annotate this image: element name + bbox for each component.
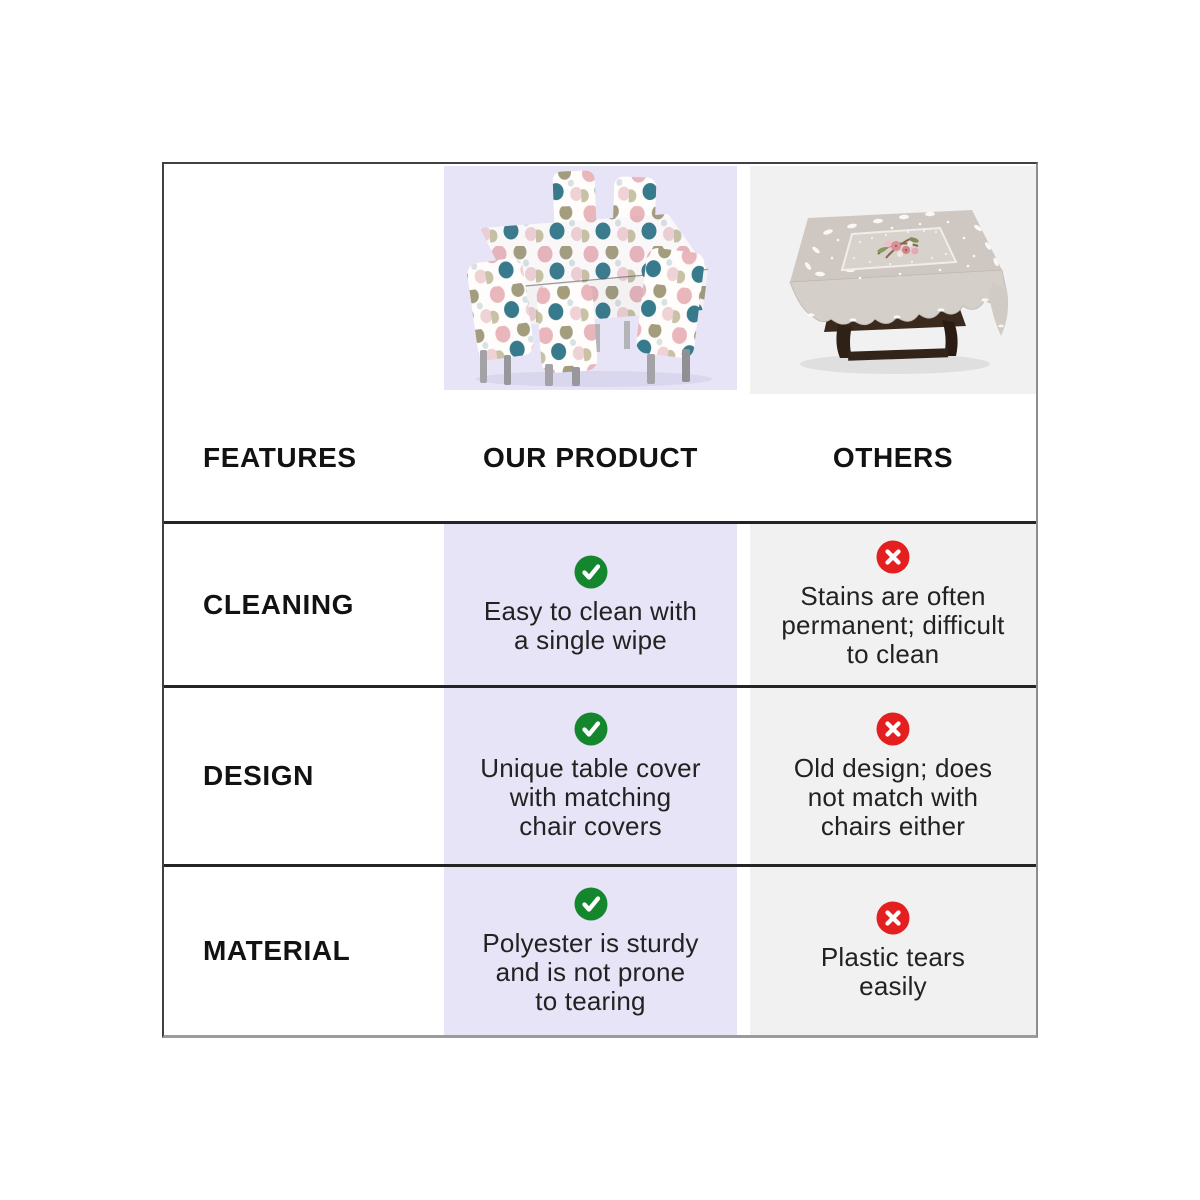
design-our-product-cell [444,688,737,864]
table-header [164,164,1036,521]
column-header-features [164,394,444,521]
column-gap [737,524,750,685]
design-others-text: Old design; does not match with chairs either [793,752,993,841]
material-our-product-cell [444,867,737,1035]
design-our-product-text: Unique table cover with matching chair covers [480,752,701,841]
design-others-cell [750,688,1036,864]
our-product-label: OUR PRODUCT [482,441,699,473]
column-gap [737,867,750,1035]
table-row-material [164,864,1036,1035]
cleaning-others-cell [750,524,1036,685]
cross-icon [876,712,910,746]
others-product-image [750,166,1036,394]
material-others-text: Plastic tears easily [820,942,966,1001]
check-icon [574,887,608,921]
material-others-cell [750,867,1036,1035]
cross-icon [876,901,910,935]
dining-set-illustration [444,166,737,390]
cross-icon [876,540,910,574]
cleaning-our-product-text: Easy to clean with a single wipe [483,595,698,655]
column-header-others [750,394,1036,521]
cleaning-others-text: Stains are often permanent; difficult to clean [781,581,1005,669]
feature-label-material: MATERIAL [164,867,444,1035]
column-gap [737,688,750,864]
material-our-product-text: Polyester is sturdy and is not prone to tearing [482,927,699,1016]
cleaning-our-product-cell [444,524,737,685]
feature-label-design: DESIGN [164,688,444,864]
coffee-table-illustration [750,166,1036,394]
feature-label-cleaning: CLEANING [164,524,444,685]
column-header-our-product [444,394,737,521]
comparison-table [162,162,1038,1038]
features-label: FEATURES [203,441,357,473]
our-product-image [444,166,737,390]
others-label: OTHERS [832,441,954,473]
check-icon [574,712,608,746]
check-icon [574,555,608,589]
table-row-design [164,685,1036,864]
table-row-cleaning [164,521,1036,685]
